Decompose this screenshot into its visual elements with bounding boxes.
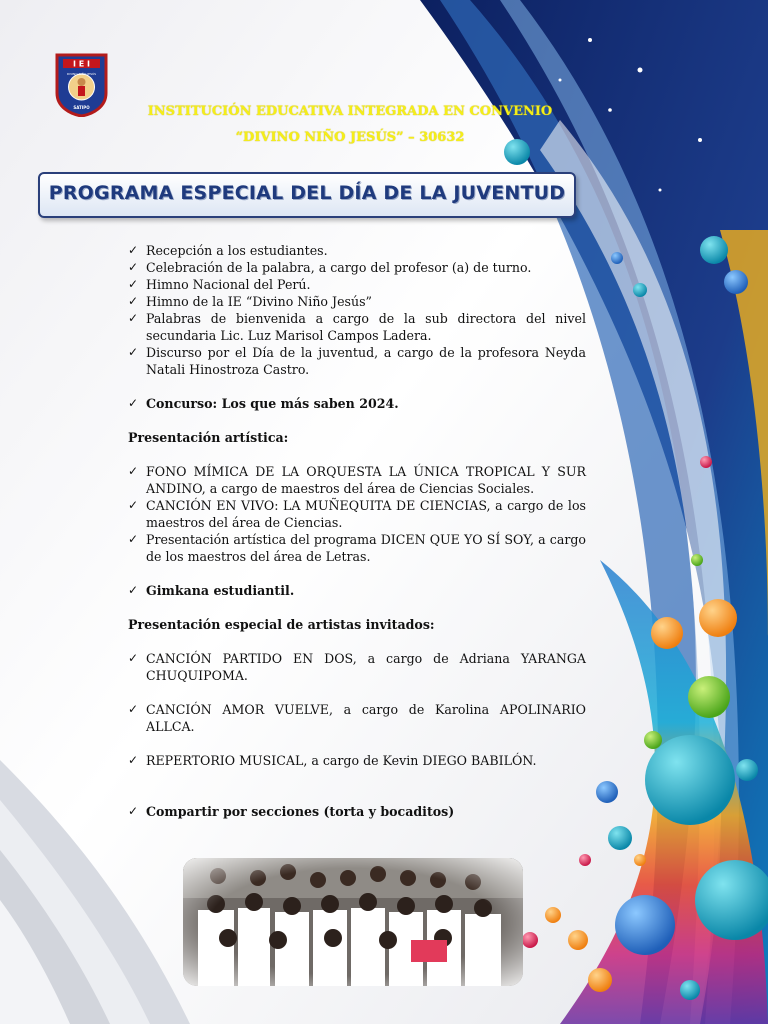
closing-list [128, 803, 586, 820]
checkmark-icon: ✓ [128, 243, 139, 257]
list-item: ✓ Discurso por el Día de la juventud, a cargo de la profesora Neyda Natali Hinostroza Castro. [128, 345, 586, 377]
list-item: ✓ Himno de la IE “Divino Niño Jesús” [128, 294, 372, 309]
artistic-heading: Presentación artística: [128, 430, 289, 445]
school-name-line2: “DIVINO NIÑO JESÚS” – 30632 [235, 130, 465, 145]
program-content [128, 242, 586, 820]
list-item: ✓ Compartir por secciones (torta y bocaditos) [128, 804, 455, 819]
guests-list [128, 650, 586, 684]
checkmark-icon: ✓ [128, 651, 139, 665]
program-title: PROGRAMA ESPECIAL DEL DÍA DE LA JUVENTUD [48, 182, 566, 204]
checkmark-icon: ✓ [128, 532, 139, 546]
guests-list-3 [128, 752, 586, 769]
checkmark-icon: ✓ [128, 753, 139, 767]
logo-caption: DIVINO NIÑO JESÚS [66, 72, 97, 76]
list-item: ✓ Celebración de la palabra, a cargo del profesor (a) de turno. [128, 260, 532, 275]
checkmark-icon: ✓ [128, 464, 139, 478]
school-crest-logo [55, 53, 108, 117]
checkmark-icon: ✓ [128, 260, 139, 274]
checkmark-icon: ✓ [128, 396, 139, 410]
checkmark-icon: ✓ [128, 311, 139, 325]
guests-list-2 [128, 701, 586, 735]
checkmark-icon: ✓ [128, 277, 139, 291]
list-item: ✓ Palabras de bienvenida a cargo de la sub directora del nivel secundaria Lic. Luz Marisol Campos Ladera. [128, 311, 586, 343]
list-item: ✓ Presentación artística del programa DICEN QUE YO SÍ SOY, a cargo de los maestros del área de Letras. [128, 532, 586, 564]
list-item: ✓ REPERTORIO MUSICAL, a cargo de Kevin DIEGO BABILÓN. [128, 753, 537, 768]
list-item: ✓ CANCIÓN AMOR VUELVE, a cargo de Karolina APOLINARIO ALLCA. [128, 702, 586, 734]
list-item: ✓ FONO MÍMICA DE LA ORQUESTA LA ÚNICA TROPICAL Y SUR ANDINO, a cargo de maestros del área de Ciencias Sociales. [128, 464, 586, 496]
logo-footer: SATIPO [73, 105, 90, 110]
list-item: ✓ CANCIÓN PARTIDO EN DOS, a cargo de Adriana YARANGA CHUQUIPOMA. [128, 651, 586, 683]
checkmark-icon: ✓ [128, 498, 139, 512]
gimkana-list [128, 582, 586, 599]
artistic-list [128, 463, 586, 565]
school-name-line1: INSTITUCIÓN EDUCATIVA INTEGRADA EN CONVENIO [147, 104, 553, 119]
list-item: ✓ Himno Nacional del Perú. [128, 277, 311, 292]
checkmark-icon: ✓ [128, 804, 139, 818]
guests-heading: Presentación especial de artistas invitados: [128, 617, 435, 632]
intro-list [128, 242, 586, 378]
checkmark-icon: ✓ [128, 345, 139, 359]
list-item: ✓ Recepción a los estudiantes. [128, 243, 328, 258]
checkmark-icon: ✓ [128, 702, 139, 716]
contest-list [128, 395, 586, 412]
list-item: ✓ CANCIÓN EN VIVO: LA MUÑEQUITA DE CIENCIAS, a cargo de los maestros del área de Ciencias. [128, 498, 586, 530]
checkmark-icon: ✓ [128, 294, 139, 308]
list-item: ✓ Concurso: Los que más saben 2024. [128, 396, 399, 411]
student-group-photo [183, 858, 523, 986]
program-title-box [38, 172, 576, 218]
list-item: ✓ Gimkana estudiantil. [128, 583, 295, 598]
checkmark-icon: ✓ [128, 583, 139, 597]
logo-initials: I E I [73, 59, 90, 69]
